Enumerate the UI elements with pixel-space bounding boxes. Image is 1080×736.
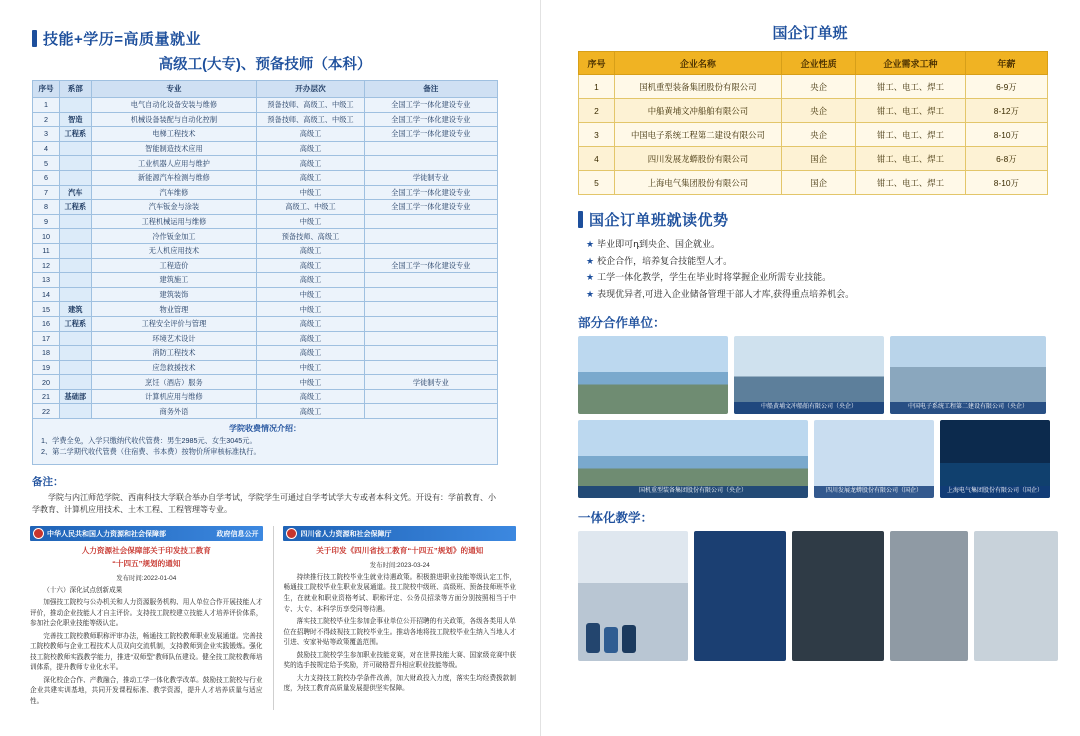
cell-major: 无人机应用技术 [91,243,257,258]
cell-major: 环境艺术设计 [91,331,257,346]
cell-index: 13 [33,273,60,288]
table-row [33,112,498,127]
cell-dept [60,229,91,244]
order-cell: 8-12万 [965,99,1047,123]
th-jobs: 企业需求工种 [856,52,965,75]
cell-index: 10 [33,229,60,244]
cell-level: 高级工、中级工 [257,200,364,215]
table-row [33,302,498,317]
cell-level: 中级工 [257,360,364,375]
cell-note [364,331,497,346]
table-row [33,389,498,404]
policy-docs [30,526,516,709]
partner-photo [578,336,728,414]
cell-major: 工程机械运用与维修 [91,214,257,229]
fee-line-1: 1、学费全免，入学只缴纳代收代管费：男生2985元、女生3045元。 [41,436,257,446]
table-row [33,127,498,142]
cell-level: 中级工 [257,214,364,229]
cell-level: 预备技师、高级工 [257,229,364,244]
cell-note [364,360,497,375]
figure-icon [622,625,636,653]
cell-dept [60,156,91,171]
table-row [33,316,498,331]
cell-dept [60,243,91,258]
cell-index: 8 [33,200,60,215]
cell-dept [60,141,91,156]
remark-block [32,474,540,517]
order-cell: 6-9万 [965,75,1047,99]
order-cell: 2 [579,99,615,123]
table-row [33,346,498,361]
cell-index: 5 [33,156,60,171]
order-cell: 8-10万 [965,123,1047,147]
table-row [33,375,498,390]
figure-icon [604,627,618,653]
cell-dept [60,273,91,288]
right-page [540,0,1080,736]
cell-major: 新能源汽车检测与维修 [91,170,257,185]
doc-date-national: 发布时间:2022-01-04 [116,574,177,582]
cell-dept [60,214,91,229]
order-cell: 钳工、电工、焊工 [856,99,965,123]
doc-body-national [30,586,263,708]
table-row [33,141,498,156]
order-cell: 央企 [781,99,856,123]
cell-major: 商务外语 [91,404,257,419]
majors-table [32,80,498,419]
table-row [33,258,498,273]
remark-title: 备注： [32,475,64,488]
figure-icon [586,623,600,653]
advantage-title: 国企订单班就读优势 [589,212,729,229]
partner-photos-row-2 [578,420,1050,498]
order-cell: 四川发展龙蟒股份有限公司 [615,147,782,171]
order-cell: 钳工、电工、焊工 [856,147,965,171]
cell-dept: 汽车 [60,185,91,200]
cell-level: 高级工 [257,346,364,361]
doc-p: 加强技工院校与公办机关和人力资源服务机构、用人单位合作开展技能人才评价，推动企业技能人才自主评价。支持技工院校建立技能人才培养评价体系，参加社会化职业技能等级认定。 [30,599,263,628]
table-row [33,273,498,288]
cell-dept [60,404,91,419]
cell-index: 22 [33,404,60,419]
th-note: 备注 [364,81,497,98]
seal-icon [33,528,44,539]
photo-caption: 中船黄埔文冲船舶有限公司（央企） [734,402,884,414]
partners-label: 部分合作单位： [578,315,666,330]
cell-note: 学徒制专业 [364,170,497,185]
cell-level: 高级工 [257,141,364,156]
cell-major: 汽车维修 [91,185,257,200]
table-row [33,229,498,244]
cell-note [364,346,497,361]
cell-note [364,404,497,419]
advantage-item: ★ 工学一体化教学，学生在毕业时将掌握企业所需专业技能。 [586,272,832,283]
cell-major: 冷作钣金加工 [91,229,257,244]
fee-box [32,419,498,464]
order-cell: 3 [579,123,615,147]
cell-level: 高级工 [257,258,364,273]
cell-note: 全国工学一体化建设专业 [364,127,497,142]
order-class-table [578,51,1048,195]
order-cell: 8-10万 [965,171,1047,195]
cell-dept [60,346,91,361]
cell-major: 工程安全评价与管理 [91,316,257,331]
order-cell: 央企 [781,123,856,147]
cell-major: 建筑施工 [91,273,257,288]
th-major: 专业 [91,81,257,98]
cell-dept [60,360,91,375]
cell-note: 全国工学一体化建设专业 [364,185,497,200]
teaching-photo [694,531,786,661]
cell-note: 全国工学一体化建设专业 [364,98,497,113]
cell-dept [60,375,91,390]
cell-index: 19 [33,360,60,375]
cell-note: 全国工学一体化建设专业 [364,200,497,215]
cell-major: 工程造价 [91,258,257,273]
fee-title: 学院收费情况介绍： [229,424,301,434]
teaching-photo [792,531,884,661]
cell-major: 物业管理 [91,302,257,317]
star-icon: ★ [586,239,595,249]
teaching-photo [974,531,1058,661]
cell-index: 20 [33,375,60,390]
order-cell: 国机重型装备集团股份有限公司 [615,75,782,99]
cell-dept: 工程系 [60,127,91,142]
cell-index: 4 [33,141,60,156]
cell-level: 预备技师、高级工、中级工 [257,112,364,127]
cell-index: 12 [33,258,60,273]
seal-icon [286,528,297,539]
teaching-photo [890,531,968,661]
table-row [579,99,1048,123]
cell-index: 16 [33,316,60,331]
doc-band-provincial [283,526,516,541]
order-cell: 1 [579,75,615,99]
cell-note [364,389,497,404]
table-row [33,170,498,185]
remark-body: 学院与内江师范学院、西南科技大学联合举办自学考试，学院学生可通过自学考试学大专或者本科文凭。开设有：学前教育、小学教育、计算机应用技术、土木工程、工程管理等专业。 [32,492,496,514]
table-row [33,404,498,419]
cell-major: 机械设备装配与自动化控制 [91,112,257,127]
th-index: 序号 [33,81,60,98]
cell-dept: 工程系 [60,316,91,331]
table-row [579,171,1048,195]
cell-major: 智能制造技术应用 [91,141,257,156]
doc-p: （十六）深化试点创新成果 [43,586,123,594]
cell-dept [60,170,91,185]
cell-dept [60,258,91,273]
cell-dept: 工程系 [60,200,91,215]
cell-level: 高级工 [257,273,364,288]
cell-level: 高级工 [257,331,364,346]
doc-date-provincial: 发布时间:2023-03-24 [369,561,430,569]
cell-level: 高级工 [257,316,364,331]
partner-photo [814,420,934,498]
partner-photos-row-1 [578,336,1050,414]
order-cell: 央企 [781,75,856,99]
cell-index: 14 [33,287,60,302]
teaching-photos [578,531,1050,661]
cell-note [364,316,497,331]
doc-title-national: 人力资源社会保障部关于印发技工教育 [81,546,211,556]
cell-level: 高级工 [257,404,364,419]
order-class-title: 国企订单班 [772,25,848,42]
fee-line-2: 2、第二学期代收代管费（住宿费、书本费）按物价所审核标准执行。 [41,446,261,456]
cell-level: 中级工 [257,185,364,200]
partner-photo [734,336,884,414]
order-cell: 钳工、电工、焊工 [856,171,965,195]
cell-dept: 基础部 [60,389,91,404]
cell-index: 18 [33,346,60,361]
th-dept: 系部 [60,81,91,98]
cell-note [364,214,497,229]
cell-index: 7 [33,185,60,200]
star-icon: ★ [586,255,595,266]
cell-index: 11 [33,243,60,258]
doc-band-national [30,526,263,541]
doc-p: 大力支持技工院校办学条件改善，加大财政投入力度，落实生均经费拨款制度，为技工教育高质量发展提供坚实保障。 [283,674,516,693]
partner-photo [940,420,1050,498]
cell-index: 21 [33,389,60,404]
order-cell: 4 [579,147,615,171]
advantage-heading [578,209,1080,230]
page-title: 技能+学历=高质量就业 [43,31,202,48]
cell-note [364,243,497,258]
doc-p: 持续推行技工院校毕业生就业待遇政策。积极推进职业技能等级认定工作，畅通技工院校毕业生职业发展通道。技工院校中级班、高级班、预备技师班毕业生，在就业和职业资格考试、职称评定、公务员招录等方面分别按照相当于中专、大专、本科学历享受同等待遇。 [283,573,516,613]
teaching-label: 一体化教学： [578,510,654,525]
th-company: 企业名称 [615,52,782,75]
table-row [579,147,1048,171]
cell-level: 高级工 [257,243,364,258]
table-row [33,214,498,229]
doc-p: 落实技工院校毕业生参加企事业单位公开招聘的有关政策，各级各类用人单位在招聘时不得歧视技工院校毕业生。推动各地将技工院校毕业生纳入当地人才引进、安家补贴等政策覆盖范围。 [283,618,516,647]
doc-subtitle-national: “十四五”规划的通知 [112,558,181,568]
table-row [33,200,498,215]
doc-band-label: 政府信息公开 [216,530,259,538]
cell-index: 17 [33,331,60,346]
doc-divider [273,526,274,709]
cell-note [364,287,497,302]
table-row [33,185,498,200]
cell-level: 高级工 [257,127,364,142]
policy-doc-national [30,526,263,709]
partner-photo [890,336,1046,414]
table-row [579,123,1048,147]
cell-major: 计算机应用与维修 [91,389,257,404]
order-cell: 上海电气集团股份有限公司 [615,171,782,195]
cell-major: 烹饪（酒店）服务 [91,375,257,390]
doc-p: 鼓励技工院校学生参加职业技能竞赛，对在世界技能大赛、国家级竞赛中获奖的选手按规定给予奖励，并可破格晋升相应职业技能等级。 [283,651,516,670]
doc-band-text: 中华人民共和国人力资源和社会保障部 [47,530,166,538]
cell-note [364,141,497,156]
cell-major: 应急救援技术 [91,360,257,375]
table-row [33,156,498,171]
th-index: 序号 [579,52,615,75]
table-row [33,287,498,302]
th-level: 开办层次 [257,81,364,98]
cell-index: 6 [33,170,60,185]
star-icon: ★ [586,288,595,299]
order-cell: 钳工、电工、焊工 [856,75,965,99]
doc-p: 完善技工院校教师职称评审办法，畅通技工院校教师职业发展通道。完善技工院校教师与企业工程技术人员双向交流机制，支持教师到企业实践锻炼。强化技工院校教师实践教学能力，推进“双师型”教师队伍建设。健全技工院校教师培训体系，提升教师专业化水平。 [30,632,263,672]
cell-index: 15 [33,302,60,317]
cell-dept [60,98,91,113]
cell-level: 中级工 [257,287,364,302]
advantage-item: ★ 毕业即可դ到央企、国企就业。 [586,239,721,249]
cell-major: 电气自动化设备安装与维修 [91,98,257,113]
photo-caption: 四川发展龙蟒股份有限公司（国企） [814,486,934,498]
advantage-item: ★ 表现优异者,可进入企业储备管理干部人才库,获得重点培养机会。 [586,288,855,299]
cell-level: 高级工 [257,389,364,404]
subtitle: 高级工(大专)、预备技师（本科） [158,57,372,73]
policy-doc-provincial [283,526,516,709]
cell-level: 高级工 [257,156,364,171]
advantage-list [586,236,1080,303]
doc-band-text: 四川省人力资源和社会保障厅 [300,530,392,538]
cell-level: 中级工 [257,302,364,317]
cell-note [364,229,497,244]
table-row [33,98,498,113]
order-cell: 中国电子系统工程第二建设有限公司 [615,123,782,147]
table-header-row [33,81,498,98]
teaching-photo [578,531,688,661]
cell-index: 1 [33,98,60,113]
cell-dept [60,287,91,302]
advantage-item: ★ 校企合作，培养复合技能型人才。 [586,255,733,266]
cell-major: 消防工程技术 [91,346,257,361]
order-cell: 5 [579,171,615,195]
cell-note: 学徒制专业 [364,375,497,390]
th-nature: 企业性质 [781,52,856,75]
cell-major: 汽车钣金与涂装 [91,200,257,215]
photo-caption: 上海电气集团股份有限公司（国企） [940,486,1050,498]
order-table-header [579,52,1048,75]
headline-row [32,28,540,49]
table-row [33,243,498,258]
cell-note [364,273,497,288]
cell-note [364,156,497,171]
cell-index: 2 [33,112,60,127]
cell-dept [60,331,91,346]
doc-body-provincial [283,573,516,695]
cell-level: 中级工 [257,375,364,390]
doc-title-provincial: 关于印发《四川省技工教育“十四五”规划》的通知 [316,546,484,556]
accent-bar [578,211,583,228]
cell-note: 全国工学一体化建设专业 [364,112,497,127]
table-row [579,75,1048,99]
order-cell: 国企 [781,147,856,171]
order-cell: 6-8万 [965,147,1047,171]
cell-note: 全国工学一体化建设专业 [364,258,497,273]
cell-dept: 智造 [60,112,91,127]
order-cell: 国企 [781,171,856,195]
order-cell: 钳工、电工、焊工 [856,123,965,147]
cell-dept: 建筑 [60,302,91,317]
cell-index: 3 [33,127,60,142]
table-row [33,360,498,375]
table-row [33,331,498,346]
cell-major: 工业机器人应用与维护 [91,156,257,171]
th-salary: 年薪 [965,52,1047,75]
photo-caption: 中国电子系统工程第二建设有限公司（央企） [890,402,1046,414]
doc-p: 深化校企合作、产教融合，推动工学一体化教学改革。鼓励技工院校与行业企业共建实训基地，共同开发课程标准、教学资源，提升人才培养质量与适应性。 [30,676,263,705]
cell-level: 高级工 [257,170,364,185]
partner-photo [578,420,808,498]
cell-major: 建筑装饰 [91,287,257,302]
cell-level: 预备技师、高级工、中级工 [257,98,364,113]
order-cell: 中船黄埔文冲船舶有限公司 [615,99,782,123]
photo-caption: 国机重型装备集团股份有限公司（央企） [578,486,808,498]
cell-major: 电梯工程技术 [91,127,257,142]
cell-note [364,302,497,317]
star-icon: ★ [586,272,595,283]
accent-bar [32,30,37,47]
cell-index: 9 [33,214,60,229]
